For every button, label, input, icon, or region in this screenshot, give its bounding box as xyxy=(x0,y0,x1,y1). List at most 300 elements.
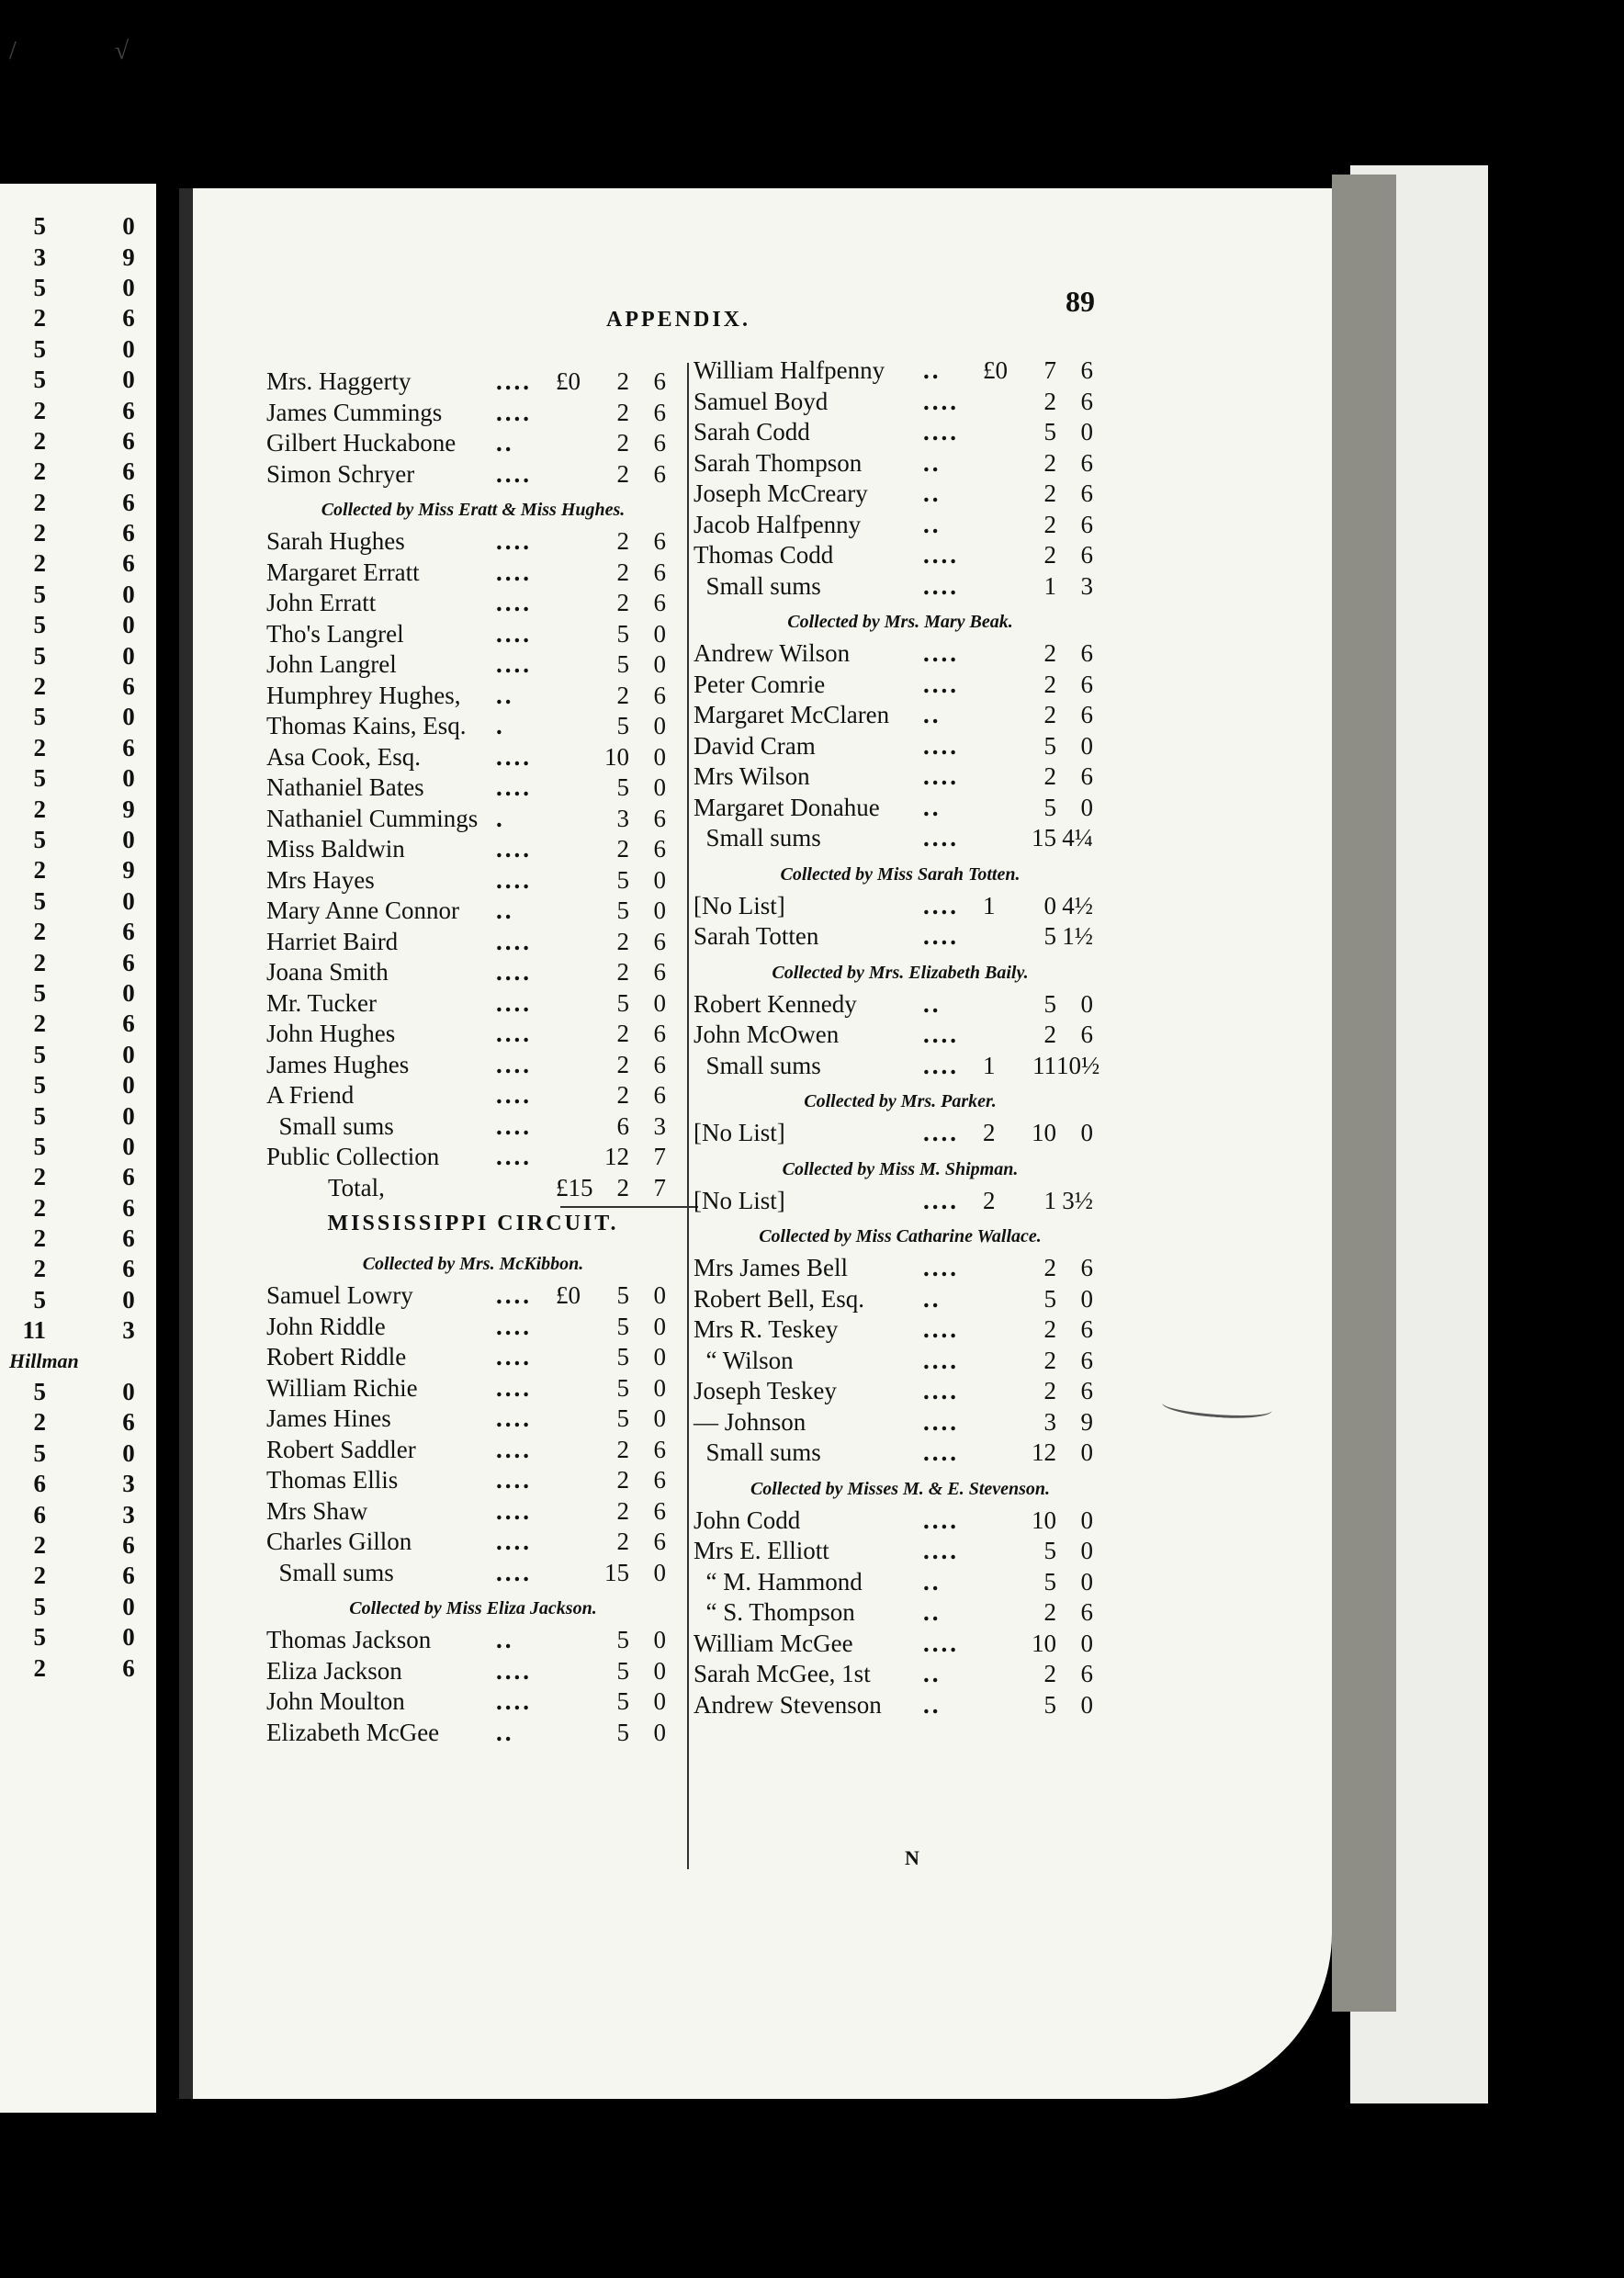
donor-name: William McGee xyxy=(694,1629,853,1657)
list-item xyxy=(694,1254,1107,1285)
amount-shillings: 2 xyxy=(616,398,629,426)
donor-name: Thomas Ellis xyxy=(266,1466,399,1494)
collector-heading: Collected by Mrs. Mary Beak. xyxy=(787,612,1013,632)
amount-pence: 6 xyxy=(653,429,666,457)
amount-shillings: 10 xyxy=(1032,1629,1056,1657)
list-item xyxy=(694,1315,1107,1347)
collector-heading: Collected by Miss Sarah Totten. xyxy=(780,863,1021,885)
left-page-amounts xyxy=(9,211,147,1684)
left-amount-a: 2 xyxy=(33,1562,46,1590)
amount-shillings: 2 xyxy=(616,681,629,709)
amount-pence: 0 xyxy=(1080,1690,1093,1719)
left-amount-b: 6 xyxy=(122,549,135,578)
list-item xyxy=(266,527,680,558)
left-amount-b: 6 xyxy=(122,426,135,455)
left-amount-a: 5 xyxy=(33,1040,46,1068)
collector-heading: Collected by Miss Catharine Wallace. xyxy=(759,1226,1042,1246)
left-amount-b: 6 xyxy=(122,1224,135,1253)
donor-name: [No List] xyxy=(694,1186,785,1214)
amount-pounds: £15 xyxy=(556,1173,593,1201)
amount-pence: 6 xyxy=(1080,1660,1093,1687)
amount-pence: 9 xyxy=(1080,1407,1093,1436)
list-item xyxy=(266,1657,680,1688)
left-amount-b: 0 xyxy=(122,1592,135,1620)
donor-name: Eliza Jackson xyxy=(266,1656,402,1685)
left-amount-a: 2 xyxy=(33,1163,46,1191)
list-item xyxy=(266,805,680,836)
donor-name: Small sums xyxy=(694,571,821,600)
list-item xyxy=(266,1497,680,1528)
left-amount-b: 0 xyxy=(122,1378,135,1406)
left-amount-row xyxy=(9,1622,147,1652)
leader-dots: .. xyxy=(923,1690,942,1719)
leader-dots: .... xyxy=(496,1435,532,1463)
list-item xyxy=(266,682,680,713)
left-amount-b: 6 xyxy=(122,1408,135,1437)
amount-shillings: 5 xyxy=(616,1687,629,1715)
amount-pence: 0 xyxy=(653,1343,666,1370)
leader-dots: .... xyxy=(923,762,959,790)
amount-pence: 6 xyxy=(653,1496,666,1525)
left-amount-a: 5 xyxy=(33,273,46,301)
donor-name: Margaret Erratt xyxy=(266,558,420,586)
amount-shillings: 3 xyxy=(1043,1407,1056,1436)
leader-dots: .... xyxy=(923,541,959,569)
left-amount-row xyxy=(9,947,147,977)
amount-shillings: 2 xyxy=(1043,387,1056,415)
amount-shillings: 5 xyxy=(616,1373,629,1402)
donor-name: Small sums xyxy=(694,824,821,851)
left-amount-row xyxy=(9,978,147,1009)
amount-pence: 0 xyxy=(653,1687,666,1715)
leader-dots: .. xyxy=(496,429,514,457)
list-item xyxy=(694,824,1107,855)
amount-pence: 6 xyxy=(653,1081,666,1109)
amount-pence: 6 xyxy=(1080,762,1093,790)
donor-name: [No List] xyxy=(694,891,785,919)
amount-pence: 0 xyxy=(653,619,666,648)
list-item xyxy=(694,541,1107,572)
leader-dots: .... xyxy=(496,619,532,648)
leader-dots: .... xyxy=(496,1496,532,1525)
left-amount-b: 0 xyxy=(122,1285,135,1314)
amount-shillings: 2 xyxy=(616,1466,629,1494)
left-amount-a: 11 xyxy=(22,1316,46,1345)
donor-name: Sarah McGee, 1st xyxy=(694,1660,871,1687)
amount-pence: 6 xyxy=(1080,1377,1093,1404)
list-item xyxy=(266,958,680,989)
leader-dots: .... xyxy=(923,387,959,415)
amount-pence: 0 xyxy=(653,897,666,924)
left-label: Hillman xyxy=(9,1349,79,1373)
donor-name: Robert Riddle xyxy=(266,1343,407,1370)
leader-dots: .. xyxy=(923,1284,942,1313)
left-amount-row xyxy=(9,1009,147,1039)
left-amount-row xyxy=(9,1469,147,1499)
donor-name: David Cram xyxy=(694,731,816,760)
amount-shillings: 5 xyxy=(616,1312,629,1340)
amount-shillings: 5 xyxy=(1043,989,1056,1018)
collector-heading: Collected by Mrs. Parker. xyxy=(804,1091,997,1111)
amount-shillings: 5 xyxy=(1043,1284,1056,1313)
left-amount-a: 2 xyxy=(33,733,46,761)
amount-pence: 6 xyxy=(653,558,666,586)
left-amount-row xyxy=(9,794,147,824)
leader-dots: .... xyxy=(496,1343,532,1370)
amount-pence: 6 xyxy=(653,681,666,709)
leader-dots: .... xyxy=(923,1407,959,1436)
leader-dots: .. xyxy=(496,897,514,924)
amount-pounds: £0 xyxy=(556,367,581,395)
leader-dots: .... xyxy=(496,988,532,1017)
left-amount-row xyxy=(9,488,147,518)
donor-name: Margaret Donahue xyxy=(694,793,880,821)
amount-shillings: 5 xyxy=(616,988,629,1017)
list-item xyxy=(266,1281,680,1313)
amount-pence: 6 xyxy=(1080,701,1093,728)
amount-shillings: 2 xyxy=(616,558,629,586)
leader-dots: .... xyxy=(923,1438,959,1466)
donor-name: Mrs Shaw xyxy=(266,1496,368,1525)
leader-dots: .... xyxy=(496,1687,532,1715)
amount-shillings: 10 xyxy=(1032,1506,1056,1534)
left-amount-b: 0 xyxy=(122,978,135,1007)
amount-shillings: 2 xyxy=(1043,1598,1056,1626)
list-item xyxy=(694,1598,1107,1630)
amount-pence: 6 xyxy=(1080,1021,1093,1048)
amount-shillings: 2 xyxy=(616,1050,629,1078)
amount-pence: 6 xyxy=(1080,387,1093,415)
donor-name: Sarah Hughes xyxy=(266,527,405,555)
donor-name: Small sums xyxy=(266,1111,394,1140)
left-amount-row xyxy=(9,1100,147,1131)
list-item xyxy=(266,1687,680,1719)
amount-shillings: 0 xyxy=(1043,891,1056,919)
donor-name: Elizabeth McGee xyxy=(266,1718,440,1746)
leader-dots: .... xyxy=(496,773,532,801)
left-amount-row xyxy=(9,273,147,303)
left-amount-a: 5 xyxy=(33,1623,46,1652)
left-amount-a: 3 xyxy=(33,242,46,271)
left-amount-b: 0 xyxy=(122,826,135,853)
page-title: APPENDIX. xyxy=(606,308,750,332)
leader-dots: .... xyxy=(923,1315,959,1343)
left-amount-row xyxy=(9,640,147,671)
left-amount-b: 9 xyxy=(122,242,135,271)
leader-dots: .... xyxy=(496,742,532,771)
leader-dots: .. xyxy=(496,681,514,709)
donor-name: Small sums xyxy=(694,1438,821,1466)
leader-dots: .... xyxy=(923,670,959,698)
page-edge xyxy=(1332,175,1396,2012)
list-item xyxy=(266,1528,680,1559)
leader-dots: .. xyxy=(923,989,942,1018)
amount-pence: 0 xyxy=(653,988,666,1017)
left-amount-a: 5 xyxy=(33,611,46,639)
left-amount-row xyxy=(9,1377,147,1407)
list-item xyxy=(694,1119,1107,1150)
leader-dots: .... xyxy=(923,639,959,667)
list-item xyxy=(266,835,680,866)
amount-shillings: 5 xyxy=(616,1718,629,1746)
left-amount-row xyxy=(9,1530,147,1561)
donor-name: John Codd xyxy=(694,1506,801,1534)
left-amount-b: 0 xyxy=(122,580,135,608)
left-amount-b: 6 xyxy=(122,488,135,516)
left-amount-a: 2 xyxy=(33,1193,46,1222)
list-item xyxy=(694,701,1107,732)
list-item xyxy=(266,1313,680,1344)
leader-dots: .... xyxy=(923,731,959,760)
left-amount-a: 2 xyxy=(33,1224,46,1253)
left-page-marks: / √ xyxy=(9,37,175,65)
amount-pence: 0 xyxy=(653,1404,666,1432)
donor-name: William Richie xyxy=(266,1373,418,1402)
amount-pence: 0 xyxy=(653,1718,666,1746)
leader-dots: .. xyxy=(496,1626,514,1653)
amount-pence: 7 xyxy=(653,1173,666,1201)
left-amount-a: 6 xyxy=(33,1500,46,1528)
amount-shillings: 15 xyxy=(604,1558,629,1586)
donor-name: Nathaniel Bates xyxy=(266,773,424,801)
leader-dots: .... xyxy=(923,1254,959,1281)
list-item xyxy=(694,892,1107,923)
amount-shillings: 2 xyxy=(616,927,629,955)
left-amount-b: 6 xyxy=(122,918,135,946)
left-amount-a: 5 xyxy=(33,1071,46,1100)
leader-dots: .... xyxy=(923,1021,959,1048)
left-amount-row xyxy=(9,211,147,242)
amount-shillings: 5 xyxy=(1043,1537,1056,1564)
list-item xyxy=(694,388,1107,419)
donor-name: Gilbert Huckabone xyxy=(266,429,457,457)
donor-name: A Friend xyxy=(266,1081,355,1109)
left-amount-b: 0 xyxy=(122,1101,135,1130)
amount-shillings: 5 xyxy=(616,1656,629,1685)
leader-dots: .... xyxy=(923,1051,959,1079)
amount-pence: 6 xyxy=(653,958,666,986)
amount-shillings: 5 xyxy=(616,897,629,924)
amount-shillings: 2 xyxy=(616,459,629,488)
amount-pence: 3½ xyxy=(1062,1186,1093,1214)
amount-pence: 3 xyxy=(1080,571,1093,600)
amount-shillings: 2 xyxy=(616,367,629,395)
donor-name: Sarah Totten xyxy=(694,922,819,950)
amount-shillings: 2 xyxy=(1043,670,1056,698)
amount-pence: 0 xyxy=(653,1281,666,1309)
amount-shillings: 5 xyxy=(1043,793,1056,821)
list-item xyxy=(266,928,680,959)
leader-dots: .... xyxy=(923,1377,959,1404)
amount-pence: 6 xyxy=(653,527,666,555)
list-item xyxy=(266,1343,680,1374)
left-amount-a: 5 xyxy=(33,1438,46,1467)
donor-name: Mrs James Bell xyxy=(694,1254,848,1281)
left-amount-a: 2 xyxy=(33,1009,46,1038)
leader-dots: .... xyxy=(496,1656,532,1685)
amount-pounds: 2 xyxy=(983,1186,996,1214)
leader-dots: .... xyxy=(496,835,532,863)
leader-dots: .... xyxy=(496,927,532,955)
leader-dots: .. xyxy=(923,1598,942,1626)
amount-pence: 6 xyxy=(653,459,666,488)
amount-pence: 6 xyxy=(1080,1598,1093,1626)
collector-heading: Collected by Miss Eliza Jackson. xyxy=(349,1598,597,1618)
left-amount-row xyxy=(9,917,147,947)
donor-name: Total, xyxy=(266,1173,385,1201)
left-amount-a: 5 xyxy=(33,366,46,394)
list-item xyxy=(266,460,680,491)
donor-name: Joana Smith xyxy=(266,958,389,986)
leader-dots: .. xyxy=(923,1660,942,1687)
left-amount-a: 2 xyxy=(33,304,46,333)
list-item xyxy=(266,712,680,743)
leader-dots: .. xyxy=(496,1718,514,1746)
donor-name: Small sums xyxy=(694,1051,821,1079)
list-item xyxy=(694,1377,1107,1408)
list-item xyxy=(694,1021,1107,1052)
left-amount-b: 0 xyxy=(122,1071,135,1100)
amount-pence: 6 xyxy=(1080,510,1093,538)
amount-shillings: 5 xyxy=(616,1626,629,1653)
left-amount-row xyxy=(9,671,147,702)
left-amount-row xyxy=(9,580,147,610)
left-amount-row xyxy=(9,303,147,333)
left-amount-b: 6 xyxy=(122,948,135,976)
leader-dots: .... xyxy=(923,1119,959,1146)
left-amount-a: 5 xyxy=(33,764,46,793)
amount-shillings: 2 xyxy=(1043,639,1056,667)
amount-pence: 0 xyxy=(653,865,666,894)
amount-pence: 6 xyxy=(653,927,666,955)
leader-dots: .... xyxy=(496,527,532,555)
left-amount-a: 5 xyxy=(33,1132,46,1160)
amount-shillings: 6 xyxy=(616,1111,629,1140)
left-amount-row xyxy=(9,242,147,272)
amount-shillings: 3 xyxy=(616,804,629,832)
donor-name: Thomas Codd xyxy=(694,541,834,569)
left-amount-a: 2 xyxy=(33,426,46,455)
list-item xyxy=(694,479,1107,511)
amount-pence: 1½ xyxy=(1062,922,1093,950)
amount-shillings: 5 xyxy=(1043,731,1056,760)
leader-dots: .. xyxy=(923,510,942,538)
left-amount-b: 6 xyxy=(122,396,135,424)
leader-dots: .... xyxy=(496,1143,532,1170)
donor-name: Charles Gillon xyxy=(266,1528,412,1555)
left-amount-row xyxy=(9,1285,147,1315)
leader-dots: .... xyxy=(496,1466,532,1494)
list-item xyxy=(266,558,680,590)
left-amount-b: 0 xyxy=(122,1438,135,1467)
left-amount-row xyxy=(9,733,147,763)
donor-name: Margaret McClaren xyxy=(694,701,890,728)
left-amount-b: 3 xyxy=(122,1316,135,1345)
amount-pounds: £0 xyxy=(983,356,1008,384)
list-item xyxy=(266,1051,680,1082)
left-column xyxy=(266,367,680,1749)
left-amount-a: 5 xyxy=(33,826,46,853)
left-amount-b: 6 xyxy=(122,1163,135,1191)
list-item xyxy=(266,1020,680,1051)
left-amount-b: 0 xyxy=(122,1132,135,1160)
leader-dots: .... xyxy=(923,922,959,950)
donor-name: “ S. Thompson xyxy=(694,1598,855,1626)
left-amount-a: 2 xyxy=(33,948,46,976)
left-amount-row xyxy=(9,763,147,794)
circuit-heading: MISSISSIPPI CIRCUIT. xyxy=(327,1212,619,1235)
amount-pence: 3 xyxy=(653,1111,666,1140)
donor-name: Nathaniel Cummings xyxy=(266,804,479,832)
amount-pence: 6 xyxy=(1080,1254,1093,1281)
amount-pence: 6 xyxy=(1080,1346,1093,1374)
leader-dots: . xyxy=(496,712,505,739)
amount-pence: 6 xyxy=(1080,448,1093,477)
amount-pence: 0 xyxy=(1080,1567,1093,1596)
amount-pence: 6 xyxy=(1080,541,1093,569)
amount-shillings: 2 xyxy=(616,527,629,555)
list-item xyxy=(266,1719,680,1750)
leader-dots: .... xyxy=(496,958,532,986)
amount-shillings: 2 xyxy=(616,1173,629,1201)
left-amount-b: 0 xyxy=(122,641,135,670)
amount-shillings: 2 xyxy=(616,1081,629,1109)
amount-pence: 0 xyxy=(1080,1438,1093,1466)
left-amount-row xyxy=(9,1652,147,1683)
donor-name: Humphrey Hughes, xyxy=(266,681,461,709)
leader-dots: .... xyxy=(496,459,532,488)
left-amount-b: 0 xyxy=(122,212,135,241)
left-amount-b: 6 xyxy=(122,1193,135,1222)
leader-dots: .... xyxy=(923,571,959,600)
left-amount-row xyxy=(9,1162,147,1192)
left-amount-b: 6 xyxy=(122,457,135,486)
left-amount-row xyxy=(9,365,147,395)
column-divider xyxy=(687,363,689,1869)
amount-shillings: 5 xyxy=(1043,1567,1056,1596)
amount-pence: 0 xyxy=(653,650,666,678)
list-item xyxy=(266,1112,680,1144)
list-item xyxy=(694,732,1107,763)
list-item xyxy=(694,1691,1107,1722)
amount-pence: 6 xyxy=(653,1020,666,1047)
left-amount-b: 0 xyxy=(122,273,135,301)
left-amount-b: 3 xyxy=(122,1500,135,1528)
amount-pence: 6 xyxy=(653,398,666,426)
leader-dots: .... xyxy=(923,891,959,919)
left-amount-row xyxy=(9,1407,147,1438)
list-item xyxy=(266,1466,680,1497)
amount-shillings: 5 xyxy=(1043,418,1056,445)
list-item xyxy=(266,897,680,928)
list-item xyxy=(694,1408,1107,1439)
leader-dots: .. xyxy=(923,356,942,384)
donor-name: John Erratt xyxy=(266,589,377,616)
donor-name: Robert Kennedy xyxy=(694,989,857,1018)
leader-dots: .... xyxy=(923,1506,959,1534)
amount-pence: 6 xyxy=(653,589,666,616)
donor-name: Sarah Thompson xyxy=(694,448,863,477)
amount-pence: 0 xyxy=(653,1656,666,1685)
left-amount-a: 5 xyxy=(33,641,46,670)
amount-shillings: 5 xyxy=(616,1343,629,1370)
left-amount-b: 6 xyxy=(122,1009,135,1038)
list-item xyxy=(694,1285,1107,1316)
amount-shillings: 2 xyxy=(616,1435,629,1463)
donor-name: Mrs Wilson xyxy=(694,762,810,790)
left-amount-b: 9 xyxy=(122,795,135,823)
left-amount-row xyxy=(9,855,147,885)
